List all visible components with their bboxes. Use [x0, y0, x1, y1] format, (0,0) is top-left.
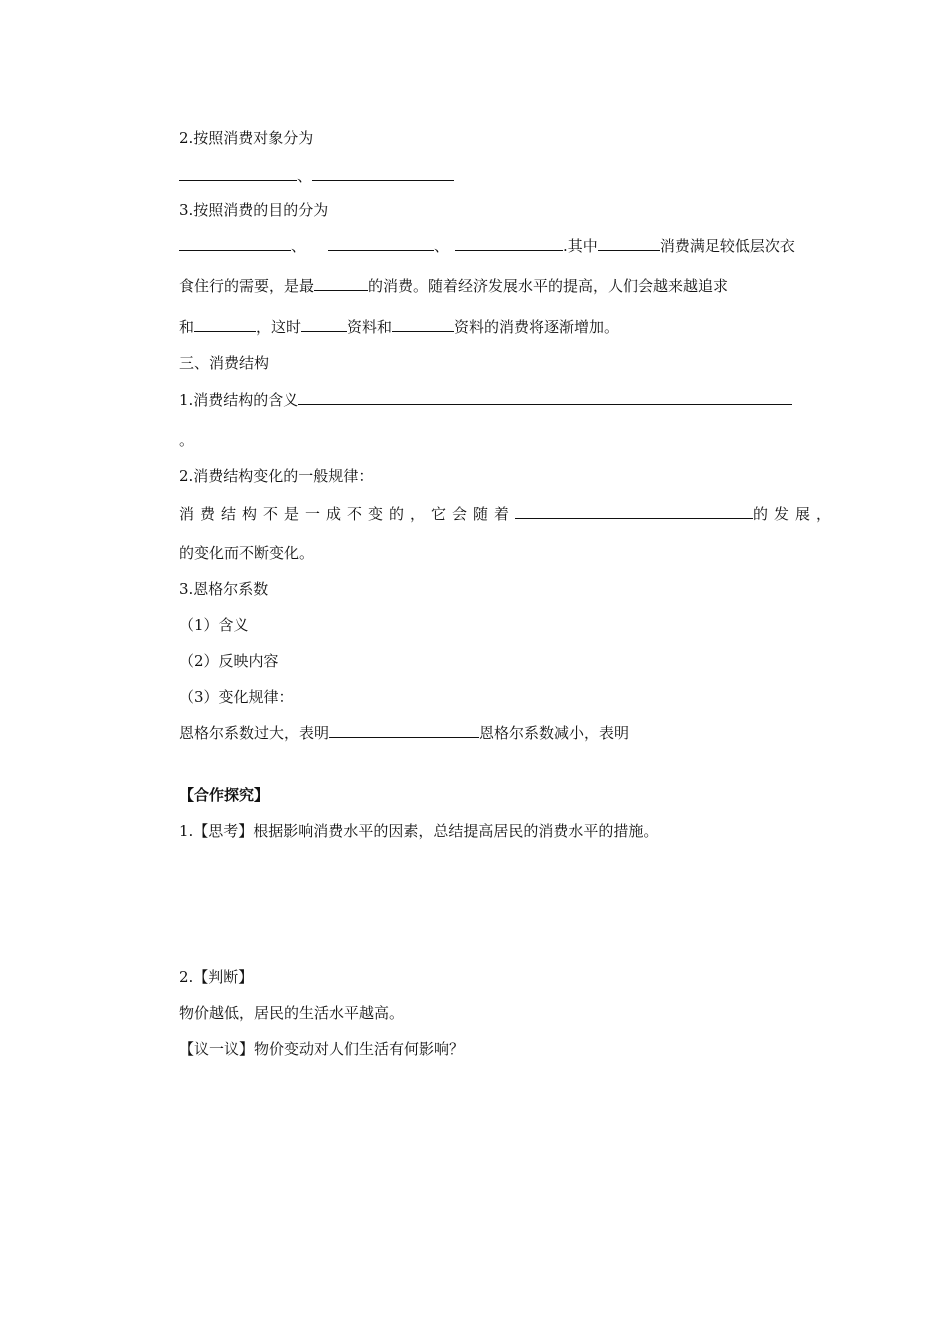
- blank[interactable]: [392, 316, 454, 332]
- separator: 、: [297, 167, 313, 185]
- engel-b: 恩格尔系数减小，表明: [479, 724, 630, 742]
- section3-item2: 2.消费结构变化的一般规律：: [179, 467, 374, 485]
- item3-sub2: （2）反映内容: [179, 652, 279, 670]
- blank[interactable]: [312, 165, 454, 181]
- q2-answer-line: [179, 165, 454, 185]
- q3-line-2: [179, 275, 728, 295]
- blank[interactable]: [179, 235, 291, 251]
- item2-a: 消费结构不是一成不变的，它会随着: [179, 505, 516, 523]
- cooperate-heading: 【合作探究】: [179, 786, 270, 804]
- separator: 、: [291, 237, 307, 255]
- q3-line2-a: 食住行的需要，是最: [179, 277, 315, 295]
- cooperate-q1: 1.【思考】根据影响消费水平的因素，总结提高居民的消费水平的措施。: [179, 822, 659, 840]
- item3-sub3: （3）变化规律：: [179, 688, 294, 706]
- q3-line2-b: 的消费。随着经济发展水平的提高，人们会越来越追求: [368, 277, 729, 295]
- q2-label: 2.按照消费对象分为: [179, 129, 314, 147]
- blank[interactable]: [179, 165, 297, 181]
- engel-a: 恩格尔系数过大，表明: [179, 724, 330, 742]
- item2-b: 的发展，: [753, 505, 838, 523]
- blank[interactable]: [598, 235, 660, 251]
- q3-line3-a: 和: [179, 318, 195, 336]
- item1-end: 。: [179, 431, 195, 449]
- blank[interactable]: [328, 235, 434, 251]
- cooperate-q2-label: 2.【判断】: [179, 968, 254, 986]
- blank[interactable]: [194, 316, 256, 332]
- item1-label: 1.消费结构的含义: [179, 391, 299, 409]
- blank[interactable]: [301, 316, 347, 332]
- cooperate-discuss: 【议一议】物价变动对人们生活有何影响？: [179, 1040, 465, 1058]
- q3-tail-text: 消费满足较低层次衣: [659, 237, 795, 255]
- engel-line: [179, 722, 629, 742]
- q3-mid-text: .其中: [563, 237, 598, 255]
- item3-sub1: （1）含义: [179, 616, 249, 634]
- q3-line3-d: 资料的消费将逐渐增加。: [454, 318, 620, 336]
- cooperate-q2-text: 物价越低，居民的生活水平越高。: [179, 1004, 405, 1022]
- q3-line3-c: 资料和: [347, 318, 393, 336]
- q3-line3-b: ，这时: [256, 318, 302, 336]
- blank[interactable]: [298, 389, 792, 405]
- blank[interactable]: [515, 503, 753, 519]
- q3-line-3: [179, 316, 619, 336]
- separator: 、: [434, 237, 450, 255]
- q3-label: 3.按照消费的目的分为: [179, 201, 329, 219]
- q3-line-1: [179, 235, 795, 255]
- section3-item3: 3.恩格尔系数: [179, 580, 269, 598]
- blank[interactable]: [314, 275, 368, 291]
- item2-line-1: [179, 503, 837, 523]
- blank[interactable]: [329, 722, 479, 738]
- section3-item1: [179, 389, 792, 409]
- section3-heading: 三、消费结构: [179, 354, 270, 372]
- item2-line-2: 的变化而不断变化。: [179, 544, 315, 562]
- blank[interactable]: [455, 235, 563, 251]
